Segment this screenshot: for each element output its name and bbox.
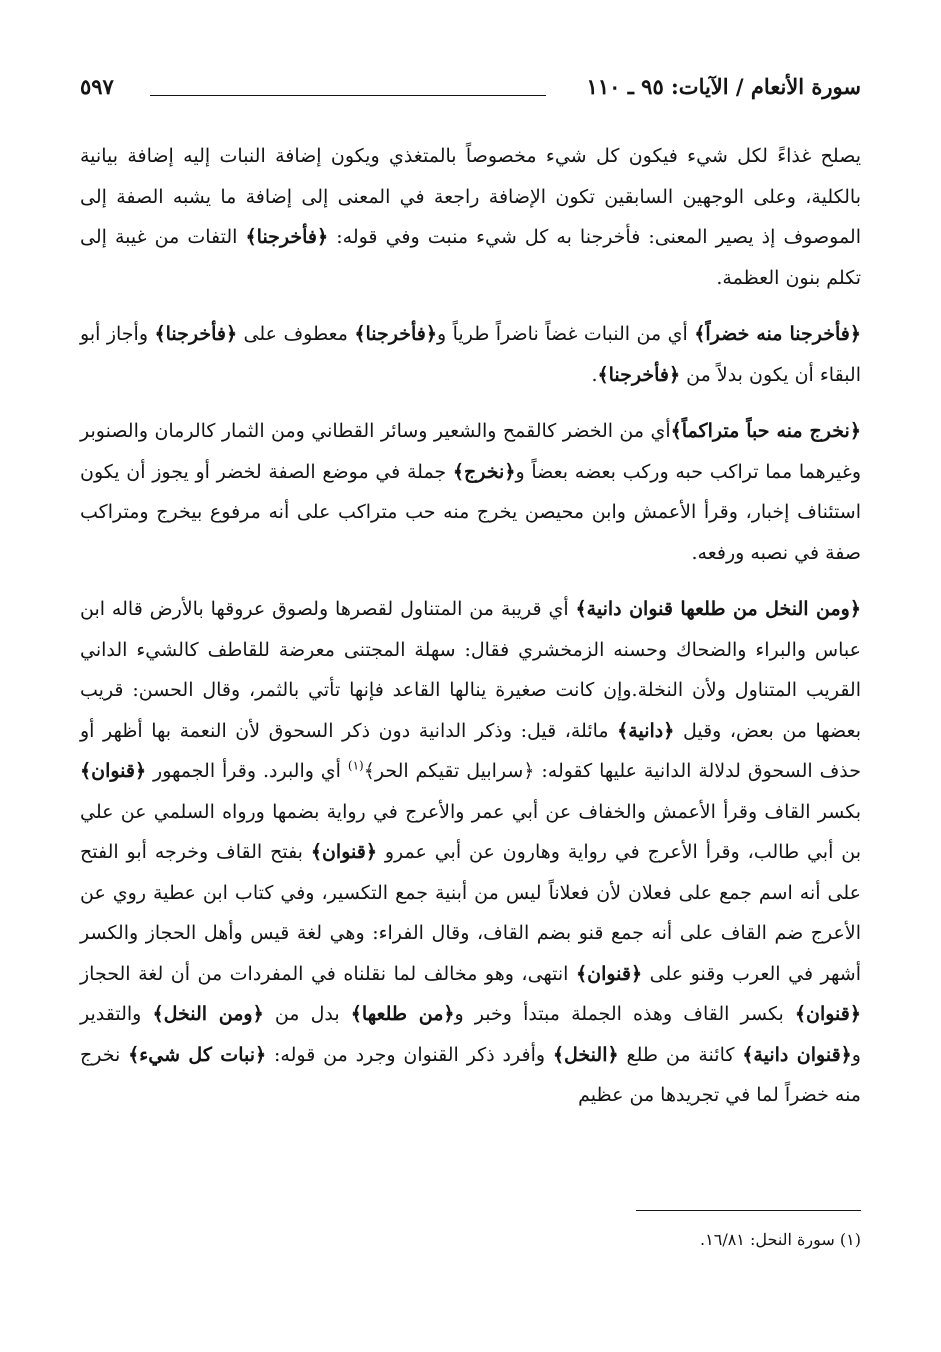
paragraph-text	[80, 314, 861, 395]
text-segment: مائلة، قيل: وذكر الدانية دون ذكر السحوق لأن النعمة بها أظهر أو حذف السحوق لدلالة الدانية عليها كقوله: ﴿سرابيل تقيكم الحر﴾	[80, 719, 861, 782]
page-number: ٥٩٧	[80, 74, 114, 99]
quran-citation: ﴿فأخرجنا﴾	[245, 226, 329, 248]
body-text	[80, 136, 861, 1116]
paragraph-text	[80, 411, 861, 573]
text-segment: جملة في موضع الصفة لخضر أو يجوز أن يكون استئناف إخبار، وقرأ الأعمش وابن محيصن يخرج منه حب متراكب على أنه مرفوع بيخرج ومتراكب صفة في نصبه ورفعه.	[80, 460, 861, 564]
quran-citation: ﴿من طلعها﴾	[350, 1003, 455, 1025]
text-segment: التفات من غيبة إلى تكلم بنون العظمة.	[80, 226, 861, 289]
text-segment: أي من النبات غضاً ناضراً طرياً و	[437, 323, 695, 345]
paragraph-text	[80, 589, 861, 1116]
quran-citation: ﴿قنوان﴾	[80, 760, 147, 782]
text-segment: بدل من	[263, 1003, 351, 1025]
paragraph	[80, 411, 861, 573]
text-segment: .	[591, 363, 598, 386]
text-segment: معطوف على	[237, 323, 355, 345]
text-segment: نخرج منه خضراً لما في تجريدها من عظيم	[80, 1043, 861, 1106]
text-segment: أي من الخضر كالقمح والشعير وسائر القطاني ومن الثمار كالرمان والصنوبر وغيرهما مما تراكب حبه وركب بعضه بعضاً و	[80, 420, 861, 483]
text-segment: بفتح القاف وخرجه أبو الفتح على أنه اسم جمع على فعلان لأن فعلاناً ليس من أبنية جمع التكسير، وفي كتاب ابن عطية روي عن الأعرج ضم القاف على أنه جمع قنو بضم القاف، وقال الفراء: وهي لغة قيس وأهل الحجاز والكسر أشهر في العرب وقنو على	[80, 841, 861, 985]
text-segment: يصلح غذاءً لكل شيء فيكون كل شيء مخصوصاً بالمتغذي ويكون إضافة النبات إليه إضافة بيانية بالكلية، وعلى الوجهين السابقين تكون الإضافة راجعة في المعنى إلى إضافة ما يشبه الصفة إلى الموصوف إذ يصير المعنى: فأخرجنا به كل شيء منبت وفي قوله:	[80, 145, 861, 248]
quran-citation: ﴿نخرج﴾	[452, 460, 516, 483]
text-segment: أي قريبة من المتناول لقصرها ولصوق عروقها بالأرض قاله ابن عباس والبراء والضحاك وحسنه الزمخشري فقال: سهلة المجتنى معرضة للقاطف كالشيء الداني القريب المتناول ولأن النخلة.وإن كانت صغيرة ينالها القاعد فإنها تأتي بالثمر، وقال الحسن: قريب بعضها من بعض، وقيل	[80, 598, 861, 742]
quran-citation: ﴿قنوان﴾	[576, 962, 643, 985]
paragraph	[80, 136, 861, 298]
quran-citation: ﴿فأخرجنا منه خضراً﴾	[694, 323, 861, 345]
quran-citation: ﴿قنوان دانية﴾	[742, 1043, 852, 1066]
text-segment: والتقدير و	[80, 1003, 861, 1066]
quran-citation: ﴿النخل﴾	[552, 1043, 619, 1066]
footnote: (١) سورة النحل: ١٦/٨١.	[700, 1230, 861, 1249]
text-segment: بكسر القاف وقرأ الأعمش والخفاف عن أبي عمر والأعرج في رواية بضمها ورواه السلمي عن علي بن أبي طالب، وقرأ الأعرج في رواية وهارون عن أبي عمرو	[80, 800, 861, 863]
quran-citation: ﴿ومن النخل من طلعها قنوان دانية﴾	[575, 598, 861, 620]
header-title: سورة الأنعام / الآيات: ٩٥ ـ ١١٠	[586, 74, 861, 99]
header-rule	[150, 95, 546, 96]
text-segment: انتهى، وهو مخالف لما نقلناه في المفردات من أن لغة الحجاز	[80, 962, 576, 985]
quran-citation: ﴿نخرج منه حباً متراكماً﴾	[670, 420, 861, 442]
quran-citation: ﴿نبات كل شيء﴾	[128, 1043, 267, 1066]
quran-citation: ﴿فأخرجنا﴾	[154, 323, 238, 345]
text-segment: وأجاز أبو البقاء أن يكون بدلاً من	[80, 323, 861, 386]
quran-citation: ﴿قنوان﴾	[310, 841, 377, 863]
page-header	[80, 70, 861, 104]
text-segment: وأفرد ذكر القنوان وجرد من قوله:	[266, 1043, 553, 1066]
paragraph-text	[80, 136, 861, 298]
text-segment: بكسر القاف وهذه الجملة مبتدأ وخبر و	[454, 1003, 795, 1025]
paragraph	[80, 314, 861, 395]
paragraph	[80, 589, 861, 1116]
quran-citation: ﴿ومن النخل﴾	[152, 1003, 264, 1025]
footnote-rule	[636, 1210, 861, 1211]
text-segment: أي والبرد. وقرأ الجمهور	[146, 760, 348, 782]
quran-citation: ﴿قنوان﴾	[794, 1003, 862, 1025]
text-segment: كائنة من طلع	[618, 1043, 743, 1066]
quran-citation: ﴿فأخرجنا﴾	[597, 363, 681, 386]
quran-citation: ﴿فأخرجنا﴾	[354, 323, 437, 345]
footnote-marker: (١)	[347, 758, 364, 773]
quran-citation: ﴿دانية﴾	[617, 719, 675, 742]
